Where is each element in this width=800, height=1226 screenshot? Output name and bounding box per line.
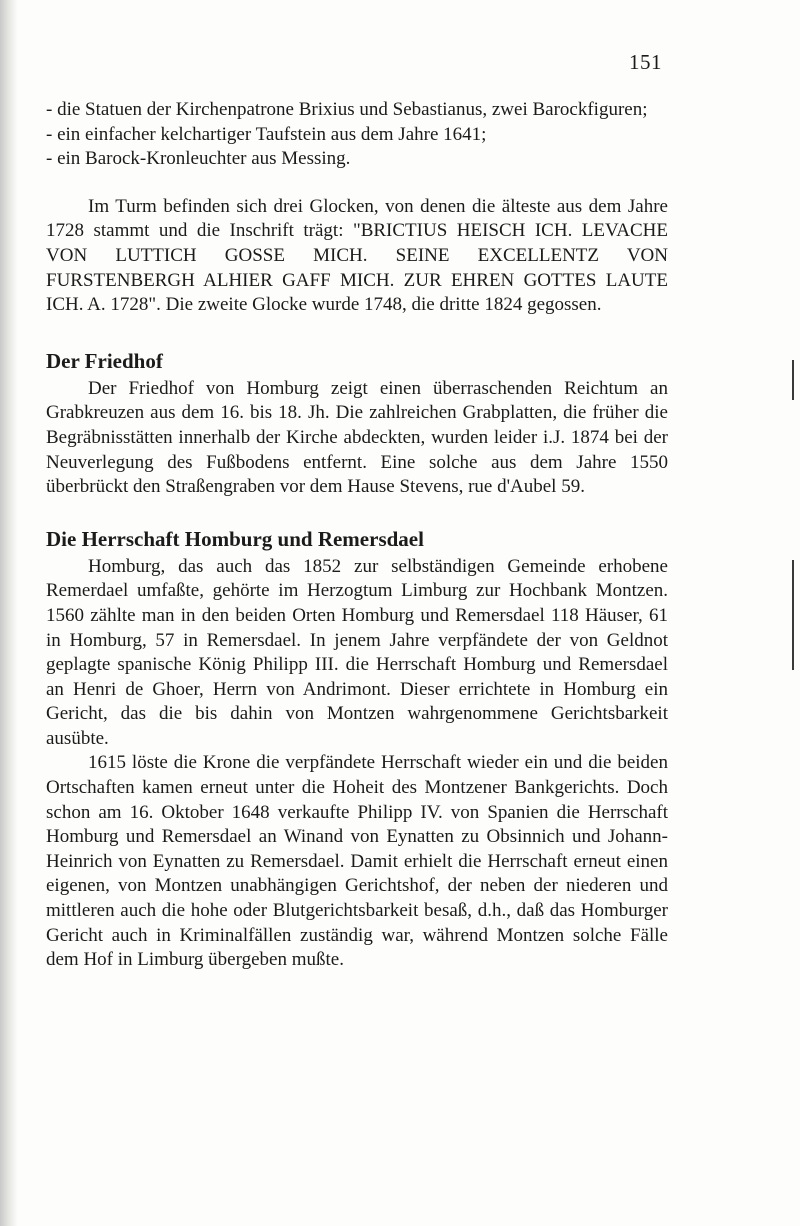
page-number: 151 <box>629 50 662 74</box>
furnishings-list <box>46 98 668 172</box>
bells-paragraph: Im Turm befinden sich drei Glocken, von denen die älteste aus dem Jahre 1728 stammt und die Inschrift trägt: "BRICTIUS HEISCH ICH. LEVACHE VON LUTTICH GOSSE MICH. SEINE EXCELLENTZ VON FURSTENBERGH ALHIER GAFF MICH. ZUR EHREN GOTTES LAUTE ICH. A. 1728". Die zweite Glocke wurde 1748, die dritte 1824 gegossen. <box>46 195 668 316</box>
page-content <box>46 98 668 973</box>
section-heading-friedhof: Der Friedhof <box>46 348 163 373</box>
friedhof-paragraph: Der Friedhof von Homburg zeigt einen überraschenden Reichtum an Grabkreuzen aus dem 16. bis 18. Jh. Die zahlreichen Grabplatten, die früher die Begräbnisstätten innerhalb der Kirche abdeckten, wurden leider i.J. 1874 bei der Neuverlegung des Fußbodens entfernt. Eine solche aus dem Jahre 1550 überbrückt den Straßengraben vor dem Hause Stevens, rue d'Aubel 59. <box>46 377 668 498</box>
list-item: - ein einfacher kelchartiger Taufstein aus dem Jahre 1641; <box>46 123 487 145</box>
section-heading-herrschaft: Die Herrschaft Homburg und Remersdael <box>46 526 424 551</box>
page-edge-mark <box>792 600 794 670</box>
list-item: - die Statuen der Kirchenpatrone Brixius und Sebastianus, zwei Barockfiguren; <box>46 99 648 120</box>
herrschaft-paragraph: 1615 löste die Krone die verpfändete Herrschaft wieder ein und die beiden Ortschaften kamen erneut unter die Hoheit des Montzener Bankgerichts. Doch schon am 16. Oktober 1648 verkaufte Philipp IV. von Spanien die Herrschaft Homburg und Remersdael an Winand von Eynatten zu Obsinnich und Johann-Heinrich von Eynatten zu Remersdael. Damit erhielt die Herrschaft erneut einen eigenen, von Montzen unabhängigen Gerichtshof, der neben der niederen und mittleren auch die hohe oder Blutgerichtsbarkeit besaß, d.h., daß das Homburger Gericht auch in Kriminalfällen zuständig war, während Montzen solche Fälle dem Hof in Limburg übergeben mußte. <box>46 752 668 971</box>
list-item: - ein Barock-Kronleuchter aus Messing. <box>46 148 351 170</box>
page-edge-mark <box>792 360 794 400</box>
herrschaft-paragraph: Homburg, das auch das 1852 zur selbständigen Gemeinde erhobene Remerdael umfaßte, gehörte im Herzogtum Limburg zur Hochbank Montzen. 1560 zählte man in den beiden Orten Homburg und Remersdael 118 Häuser, 61 in Homburg, 57 in Remersdael. In jenem Jahre verpfändete der von Geldnot geplagte spanische König Philipp III. die Herrschaft Homburg und Remersdael an Henri de Ghoer, Herrn von Andrimont. Dieser errichtete in Homburg ein Gericht, das die bis dahin von Montzen wahrgenommene Gerichtsbarkeit ausübte. <box>46 555 668 749</box>
binding-shadow <box>0 0 18 1226</box>
